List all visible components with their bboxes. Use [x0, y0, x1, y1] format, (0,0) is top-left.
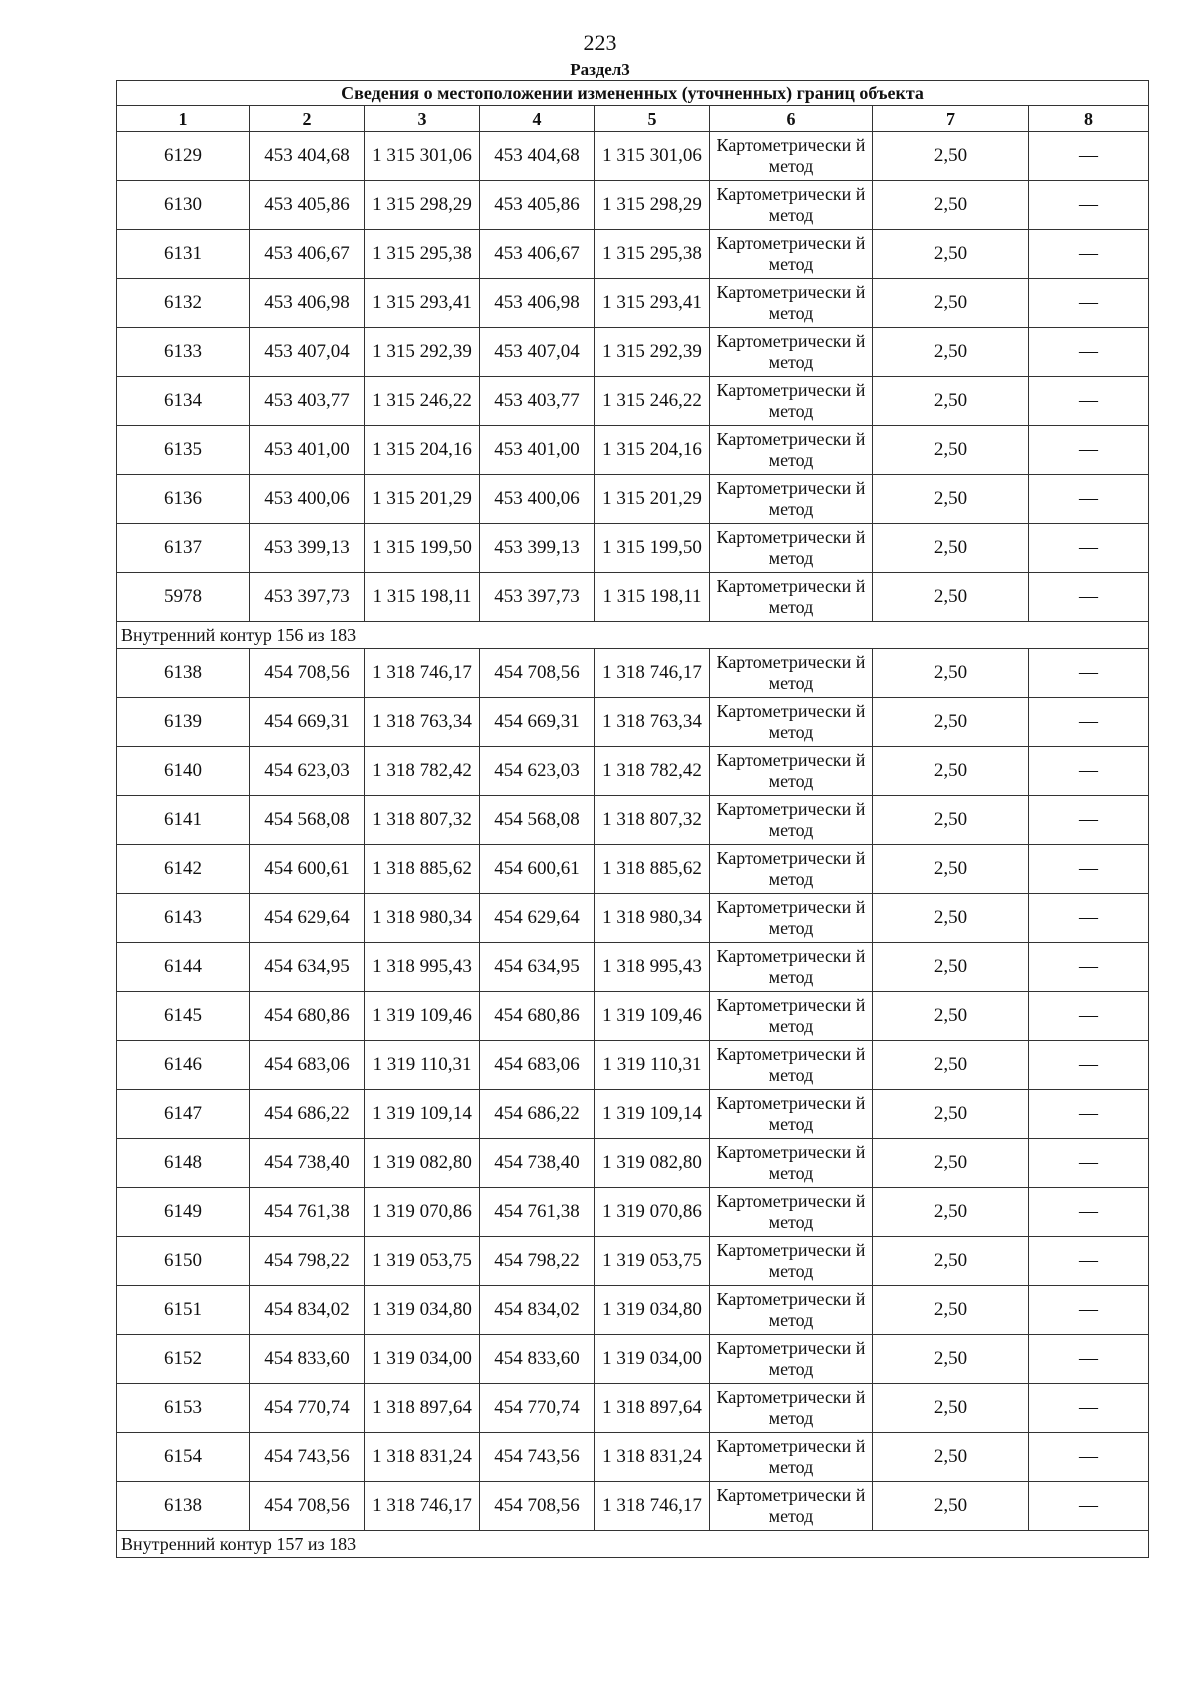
accuracy-cell: 2,50: [873, 426, 1029, 475]
table-row: [117, 1139, 1149, 1188]
column-header: 6: [710, 106, 873, 132]
y-new-cell: 1 315 198,11: [595, 573, 710, 622]
x-new-cell: 453 405,86: [480, 181, 595, 230]
table-row: [117, 1188, 1149, 1237]
description-cell: —: [1029, 1384, 1149, 1433]
table-row: [117, 894, 1149, 943]
x-new-cell: 454 761,38: [480, 1188, 595, 1237]
x-new-cell: 453 400,06: [480, 475, 595, 524]
x-new-cell: 454 634,95: [480, 943, 595, 992]
y-existing-cell: 1 318 807,32: [365, 796, 480, 845]
accuracy-cell: 2,50: [873, 1384, 1029, 1433]
determination-method-cell: Картометрически й метод: [710, 698, 873, 747]
x-existing-cell: 454 770,74: [250, 1384, 365, 1433]
accuracy-cell: 2,50: [873, 1482, 1029, 1531]
column-header: 8: [1029, 106, 1149, 132]
y-existing-cell: 1 318 782,42: [365, 747, 480, 796]
x-new-cell: 453 399,13: [480, 524, 595, 573]
x-existing-cell: 453 406,67: [250, 230, 365, 279]
x-new-cell: 453 406,98: [480, 279, 595, 328]
description-cell: —: [1029, 1090, 1149, 1139]
y-existing-cell: 1 318 746,17: [365, 1482, 480, 1531]
x-new-cell: 454 708,56: [480, 649, 595, 698]
x-new-cell: 454 683,06: [480, 1041, 595, 1090]
determination-method-cell: Картометрически й метод: [710, 1237, 873, 1286]
determination-method-cell: Картометрически й метод: [710, 1335, 873, 1384]
y-existing-cell: 1 319 053,75: [365, 1237, 480, 1286]
point-number-cell: 6153: [117, 1384, 250, 1433]
accuracy-cell: 2,50: [873, 747, 1029, 796]
column-header: 2: [250, 106, 365, 132]
table-row: [117, 1041, 1149, 1090]
y-new-cell: 1 318 995,43: [595, 943, 710, 992]
determination-method-cell: Картометрически й метод: [710, 377, 873, 426]
y-new-cell: 1 315 292,39: [595, 328, 710, 377]
column-header: 1: [117, 106, 250, 132]
description-cell: —: [1029, 279, 1149, 328]
accuracy-cell: 2,50: [873, 475, 1029, 524]
y-new-cell: 1 318 980,34: [595, 894, 710, 943]
x-new-cell: 454 770,74: [480, 1384, 595, 1433]
point-number-cell: 6141: [117, 796, 250, 845]
x-existing-cell: 454 680,86: [250, 992, 365, 1041]
determination-method-cell: Картометрически й метод: [710, 845, 873, 894]
y-existing-cell: 1 315 198,11: [365, 573, 480, 622]
accuracy-cell: 2,50: [873, 1237, 1029, 1286]
page-number: 223: [583, 30, 617, 55]
column-header: 3: [365, 106, 480, 132]
x-existing-cell: 454 683,06: [250, 1041, 365, 1090]
accuracy-cell: 2,50: [873, 1139, 1029, 1188]
x-new-cell: 453 404,68: [480, 132, 595, 181]
point-number-cell: 6134: [117, 377, 250, 426]
y-existing-cell: 1 318 763,34: [365, 698, 480, 747]
x-existing-cell: 453 399,13: [250, 524, 365, 573]
y-new-cell: 1 315 201,29: [595, 475, 710, 524]
table-row: [117, 279, 1149, 328]
column-header: 5: [595, 106, 710, 132]
x-existing-cell: 453 404,68: [250, 132, 365, 181]
description-cell: —: [1029, 698, 1149, 747]
x-existing-cell: 454 798,22: [250, 1237, 365, 1286]
y-existing-cell: 1 315 293,41: [365, 279, 480, 328]
determination-method-cell: Картометрически й метод: [710, 796, 873, 845]
y-existing-cell: 1 315 295,38: [365, 230, 480, 279]
description-cell: —: [1029, 426, 1149, 475]
determination-method-cell: Картометрически й метод: [710, 943, 873, 992]
y-existing-cell: 1 318 831,24: [365, 1433, 480, 1482]
contour-label: Внутренний контур 156 из 183: [117, 622, 1149, 649]
description-cell: —: [1029, 1237, 1149, 1286]
x-existing-cell: 454 834,02: [250, 1286, 365, 1335]
x-new-cell: 453 403,77: [480, 377, 595, 426]
table-row: [117, 845, 1149, 894]
y-new-cell: 1 315 246,22: [595, 377, 710, 426]
table-row: [117, 475, 1149, 524]
accuracy-cell: 2,50: [873, 181, 1029, 230]
description-cell: —: [1029, 894, 1149, 943]
contour-label-row: [117, 1531, 1149, 1558]
x-existing-cell: 454 708,56: [250, 649, 365, 698]
y-new-cell: 1 319 053,75: [595, 1237, 710, 1286]
y-new-cell: 1 315 298,29: [595, 181, 710, 230]
table-row: [117, 573, 1149, 622]
determination-method-cell: Картометрически й метод: [710, 894, 873, 943]
y-existing-cell: 1 319 034,80: [365, 1286, 480, 1335]
y-existing-cell: 1 315 298,29: [365, 181, 480, 230]
point-number-cell: 6144: [117, 943, 250, 992]
y-new-cell: 1 315 199,50: [595, 524, 710, 573]
determination-method-cell: Картометрически й метод: [710, 230, 873, 279]
point-number-cell: 6154: [117, 1433, 250, 1482]
column-header-row: [117, 106, 1149, 132]
table-caption-row: [117, 81, 1149, 106]
y-existing-cell: 1 318 897,64: [365, 1384, 480, 1433]
description-cell: —: [1029, 573, 1149, 622]
table-body: [117, 81, 1149, 1558]
point-number-cell: 6142: [117, 845, 250, 894]
x-existing-cell: 454 686,22: [250, 1090, 365, 1139]
point-number-cell: 6143: [117, 894, 250, 943]
table-row: [117, 1433, 1149, 1482]
x-new-cell: 454 798,22: [480, 1237, 595, 1286]
y-new-cell: 1 319 109,46: [595, 992, 710, 1041]
determination-method-cell: Картометрически й метод: [710, 132, 873, 181]
description-cell: —: [1029, 1286, 1149, 1335]
accuracy-cell: 2,50: [873, 573, 1029, 622]
point-number-cell: 6152: [117, 1335, 250, 1384]
x-new-cell: 454 738,40: [480, 1139, 595, 1188]
determination-method-cell: Картометрически й метод: [710, 475, 873, 524]
x-existing-cell: 454 743,56: [250, 1433, 365, 1482]
contour-label: Внутренний контур 157 из 183: [117, 1531, 1149, 1558]
determination-method-cell: Картометрически й метод: [710, 328, 873, 377]
determination-method-cell: Картометрически й метод: [710, 1188, 873, 1237]
description-cell: —: [1029, 649, 1149, 698]
determination-method-cell: Картометрически й метод: [710, 649, 873, 698]
y-new-cell: 1 319 070,86: [595, 1188, 710, 1237]
table-row: [117, 230, 1149, 279]
table-row: [117, 132, 1149, 181]
y-new-cell: 1 315 293,41: [595, 279, 710, 328]
description-cell: —: [1029, 1139, 1149, 1188]
description-cell: —: [1029, 181, 1149, 230]
y-new-cell: 1 318 831,24: [595, 1433, 710, 1482]
y-existing-cell: 1 315 292,39: [365, 328, 480, 377]
x-existing-cell: 453 406,98: [250, 279, 365, 328]
accuracy-cell: 2,50: [873, 377, 1029, 426]
y-new-cell: 1 315 301,06: [595, 132, 710, 181]
x-new-cell: 454 680,86: [480, 992, 595, 1041]
description-cell: —: [1029, 524, 1149, 573]
accuracy-cell: 2,50: [873, 649, 1029, 698]
determination-method-cell: Картометрически й метод: [710, 524, 873, 573]
accuracy-cell: 2,50: [873, 845, 1029, 894]
y-existing-cell: 1 319 034,00: [365, 1335, 480, 1384]
table-row: [117, 1090, 1149, 1139]
y-existing-cell: 1 318 980,34: [365, 894, 480, 943]
y-existing-cell: 1 319 082,80: [365, 1139, 480, 1188]
point-number-cell: 6135: [117, 426, 250, 475]
description-cell: —: [1029, 328, 1149, 377]
determination-method-cell: Картометрически й метод: [710, 1041, 873, 1090]
point-number-cell: 6138: [117, 649, 250, 698]
description-cell: —: [1029, 845, 1149, 894]
x-existing-cell: 453 397,73: [250, 573, 365, 622]
x-new-cell: 453 407,04: [480, 328, 595, 377]
table-row: [117, 181, 1149, 230]
point-number-cell: 6140: [117, 747, 250, 796]
x-existing-cell: 454 738,40: [250, 1139, 365, 1188]
accuracy-cell: 2,50: [873, 943, 1029, 992]
description-cell: —: [1029, 1482, 1149, 1531]
x-existing-cell: 453 403,77: [250, 377, 365, 426]
point-number-cell: 6133: [117, 328, 250, 377]
accuracy-cell: 2,50: [873, 279, 1029, 328]
description-cell: —: [1029, 475, 1149, 524]
point-number-cell: 6138: [117, 1482, 250, 1531]
point-number-cell: 6151: [117, 1286, 250, 1335]
accuracy-cell: 2,50: [873, 1188, 1029, 1237]
table-row: [117, 1384, 1149, 1433]
description-cell: —: [1029, 377, 1149, 426]
accuracy-cell: 2,50: [873, 1286, 1029, 1335]
y-new-cell: 1 318 885,62: [595, 845, 710, 894]
x-existing-cell: 453 401,00: [250, 426, 365, 475]
table-row: [117, 649, 1149, 698]
description-cell: —: [1029, 747, 1149, 796]
y-existing-cell: 1 319 109,46: [365, 992, 480, 1041]
table-row: [117, 1237, 1149, 1286]
y-new-cell: 1 318 746,17: [595, 1482, 710, 1531]
determination-method-cell: Картометрически й метод: [710, 747, 873, 796]
x-existing-cell: 453 405,86: [250, 181, 365, 230]
determination-method-cell: Картометрически й метод: [710, 573, 873, 622]
x-new-cell: 454 568,08: [480, 796, 595, 845]
description-cell: —: [1029, 1041, 1149, 1090]
x-new-cell: 454 833,60: [480, 1335, 595, 1384]
accuracy-cell: 2,50: [873, 698, 1029, 747]
determination-method-cell: Картометрически й метод: [710, 992, 873, 1041]
description-cell: —: [1029, 1433, 1149, 1482]
y-existing-cell: 1 319 109,14: [365, 1090, 480, 1139]
accuracy-cell: 2,50: [873, 1433, 1029, 1482]
x-new-cell: 454 708,56: [480, 1482, 595, 1531]
x-new-cell: 454 623,03: [480, 747, 595, 796]
description-cell: —: [1029, 796, 1149, 845]
description-cell: —: [1029, 943, 1149, 992]
table-row: [117, 426, 1149, 475]
coordinates-table: [116, 80, 1149, 1558]
x-existing-cell: 454 623,03: [250, 747, 365, 796]
description-cell: —: [1029, 230, 1149, 279]
x-existing-cell: 454 568,08: [250, 796, 365, 845]
point-number-cell: 6149: [117, 1188, 250, 1237]
y-new-cell: 1 319 109,14: [595, 1090, 710, 1139]
x-new-cell: 453 406,67: [480, 230, 595, 279]
x-existing-cell: 454 629,64: [250, 894, 365, 943]
point-number-cell: 6146: [117, 1041, 250, 1090]
point-number-cell: 6130: [117, 181, 250, 230]
x-new-cell: 453 397,73: [480, 573, 595, 622]
determination-method-cell: Картометрически й метод: [710, 279, 873, 328]
table-row: [117, 1482, 1149, 1531]
determination-method-cell: Картометрически й метод: [710, 1286, 873, 1335]
x-existing-cell: 454 600,61: [250, 845, 365, 894]
table-row: [117, 747, 1149, 796]
x-new-cell: 454 686,22: [480, 1090, 595, 1139]
contour-label-row: [117, 622, 1149, 649]
y-new-cell: 1 318 782,42: [595, 747, 710, 796]
accuracy-cell: 2,50: [873, 132, 1029, 181]
point-number-cell: 6148: [117, 1139, 250, 1188]
y-new-cell: 1 315 295,38: [595, 230, 710, 279]
description-cell: —: [1029, 992, 1149, 1041]
y-new-cell: 1 318 763,34: [595, 698, 710, 747]
y-new-cell: 1 318 746,17: [595, 649, 710, 698]
x-existing-cell: 453 407,04: [250, 328, 365, 377]
table-row: [117, 377, 1149, 426]
y-new-cell: 1 319 034,00: [595, 1335, 710, 1384]
section-title: Раздел3: [570, 60, 630, 79]
determination-method-cell: Картометрически й метод: [710, 1482, 873, 1531]
y-existing-cell: 1 319 070,86: [365, 1188, 480, 1237]
x-new-cell: 454 669,31: [480, 698, 595, 747]
description-cell: —: [1029, 1335, 1149, 1384]
y-existing-cell: 1 315 199,50: [365, 524, 480, 573]
determination-method-cell: Картометрически й метод: [710, 181, 873, 230]
description-cell: —: [1029, 1188, 1149, 1237]
column-header: 7: [873, 106, 1029, 132]
y-existing-cell: 1 315 246,22: [365, 377, 480, 426]
point-number-cell: 6131: [117, 230, 250, 279]
accuracy-cell: 2,50: [873, 1041, 1029, 1090]
point-number-cell: 6147: [117, 1090, 250, 1139]
y-existing-cell: 1 319 110,31: [365, 1041, 480, 1090]
x-existing-cell: 453 400,06: [250, 475, 365, 524]
point-number-cell: 6132: [117, 279, 250, 328]
y-existing-cell: 1 315 301,06: [365, 132, 480, 181]
table-row: [117, 1286, 1149, 1335]
accuracy-cell: 2,50: [873, 796, 1029, 845]
x-existing-cell: 454 669,31: [250, 698, 365, 747]
determination-method-cell: Картометрически й метод: [710, 426, 873, 475]
x-existing-cell: 454 634,95: [250, 943, 365, 992]
x-existing-cell: 454 708,56: [250, 1482, 365, 1531]
accuracy-cell: 2,50: [873, 1335, 1029, 1384]
y-new-cell: 1 319 110,31: [595, 1041, 710, 1090]
table-row: [117, 943, 1149, 992]
x-new-cell: 454 834,02: [480, 1286, 595, 1335]
accuracy-cell: 2,50: [873, 524, 1029, 573]
column-header: 4: [480, 106, 595, 132]
point-number-cell: 6145: [117, 992, 250, 1041]
y-new-cell: 1 319 082,80: [595, 1139, 710, 1188]
point-number-cell: 6137: [117, 524, 250, 573]
point-number-cell: 5978: [117, 573, 250, 622]
y-existing-cell: 1 318 885,62: [365, 845, 480, 894]
table-row: [117, 796, 1149, 845]
y-new-cell: 1 318 807,32: [595, 796, 710, 845]
point-number-cell: 6136: [117, 475, 250, 524]
point-number-cell: 6139: [117, 698, 250, 747]
y-existing-cell: 1 315 204,16: [365, 426, 480, 475]
y-new-cell: 1 318 897,64: [595, 1384, 710, 1433]
point-number-cell: 6150: [117, 1237, 250, 1286]
table-row: [117, 1335, 1149, 1384]
y-existing-cell: 1 315 201,29: [365, 475, 480, 524]
determination-method-cell: Картометрически й метод: [710, 1384, 873, 1433]
table-row: [117, 328, 1149, 377]
x-new-cell: 453 401,00: [480, 426, 595, 475]
y-new-cell: 1 315 204,16: [595, 426, 710, 475]
x-existing-cell: 454 761,38: [250, 1188, 365, 1237]
accuracy-cell: 2,50: [873, 894, 1029, 943]
determination-method-cell: Картометрически й метод: [710, 1090, 873, 1139]
table-row: [117, 524, 1149, 573]
accuracy-cell: 2,50: [873, 230, 1029, 279]
accuracy-cell: 2,50: [873, 328, 1029, 377]
x-new-cell: 454 600,61: [480, 845, 595, 894]
determination-method-cell: Картометрически й метод: [710, 1433, 873, 1482]
table-row: [117, 698, 1149, 747]
y-new-cell: 1 319 034,80: [595, 1286, 710, 1335]
point-number-cell: 6129: [117, 132, 250, 181]
determination-method-cell: Картометрически й метод: [710, 1139, 873, 1188]
y-existing-cell: 1 318 995,43: [365, 943, 480, 992]
x-new-cell: 454 629,64: [480, 894, 595, 943]
accuracy-cell: 2,50: [873, 1090, 1029, 1139]
table-row: [117, 992, 1149, 1041]
accuracy-cell: 2,50: [873, 992, 1029, 1041]
table-caption: Сведения о местоположении измененных (уточненных) границ объекта: [117, 81, 1149, 106]
y-existing-cell: 1 318 746,17: [365, 649, 480, 698]
x-existing-cell: 454 833,60: [250, 1335, 365, 1384]
x-new-cell: 454 743,56: [480, 1433, 595, 1482]
description-cell: —: [1029, 132, 1149, 181]
